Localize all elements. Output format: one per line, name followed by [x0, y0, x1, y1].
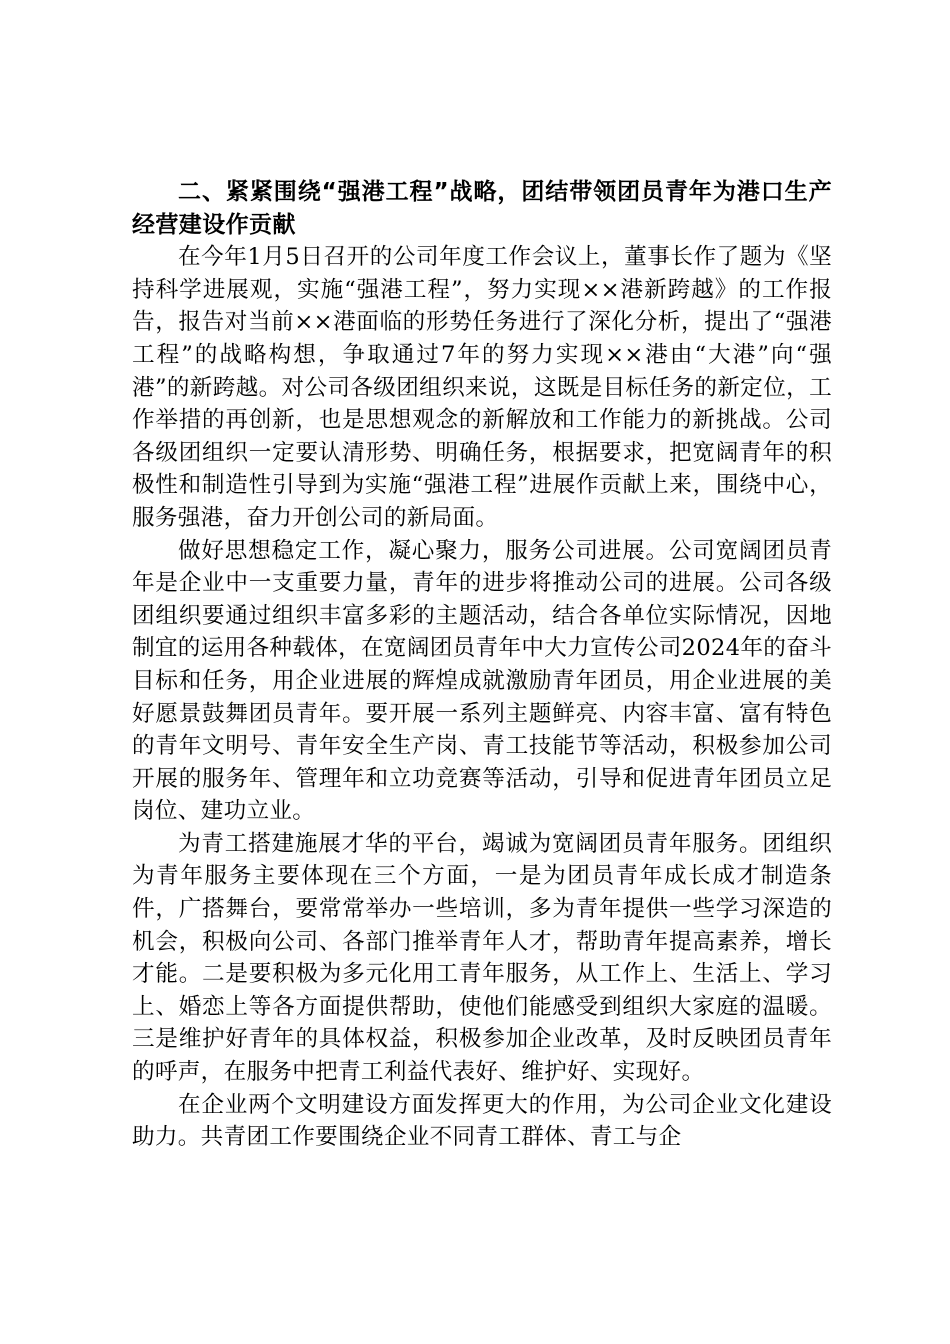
paragraph-youth-service: 为青工搭建施展才华的平台，竭诚为宽阔团员青年服务。团组织为青年服务主要体现在三个方面，一是为团员青年成长成才制造条件，广搭舞台，要常常举办一些培训，多为青年提供一些学习深造的机会，积极向公司、各部门推举青年人才，帮助青年提高素养，增长才能。二是要积极为多元化用工青年服务，从工作上、生活上、学习上、婚恋上等各方面提供帮助，使他们能感受到组织大家庭的温暖。三是维护好青年的具体权益，积极参加企业改革，及时反映团员青年的呼声，在服务中把青工利益代表好、维护好、实现好。: [132, 830, 832, 1086]
section-heading: 二、紧紧围绕“强港工程”战略，团结带领团员青年为港口生产经营建设作贡献: [132, 179, 832, 238]
paragraph-ideological-work: 做好思想稳定工作，凝心聚力，服务公司进展。公司宽阔团员青年是企业中一支重要力量，青年的进步将推动公司的进展。公司各级团组织要通过组织丰富多彩的主题活动，结合各单位实际情况，因地制宜的运用各种载体，在宽阔团员青年中大力宣传公司2024年的奋斗目标和任务，用企业进展的辉煌成就激励青年团员，用企业进展的美好愿景鼓舞团员青年。要开展一系列主题鲜亮、内容丰富、富有特色的青年文明号、青年安全生产岗、青工技能节等活动，积极参加公司开展的服务年、管理年和立功竞赛等活动，引导和促进青年团员立足岗位、建功立业。: [132, 537, 832, 825]
paragraph-corporate-culture: 在企业两个文明建设方面发挥更大的作用，为公司企业文化建设助力。共青团工作要围绕企业不同青工群体、青工与企: [132, 1091, 832, 1151]
paragraph-annual-meeting: 在今年1月5日召开的公司年度工作会议上，董事长作了题为《坚持科学进展观，实施“强港工程”，努力实现××港新跨越》的工作报告，报告对当前××港面临的形势任务进行了深化分析，提出了“强港工程”的战略构想，争取通过7年的努力实现××港由“大港”向“强港”的新跨越。对公司各级团组织来说，这既是目标任务的新定位，工作举措的再创新，也是思想观念的新解放和工作能力的新挑战。公司各级团组织一定要认清形势、明确任务，根据要求，把宽阔青年的积极性和制造性引导到为实施“强港工程”进展作贡献上来，围绕中心，服务强港，奋力开创公司的新局面。: [132, 244, 832, 531]
document-page: [132, 176, 832, 1154]
